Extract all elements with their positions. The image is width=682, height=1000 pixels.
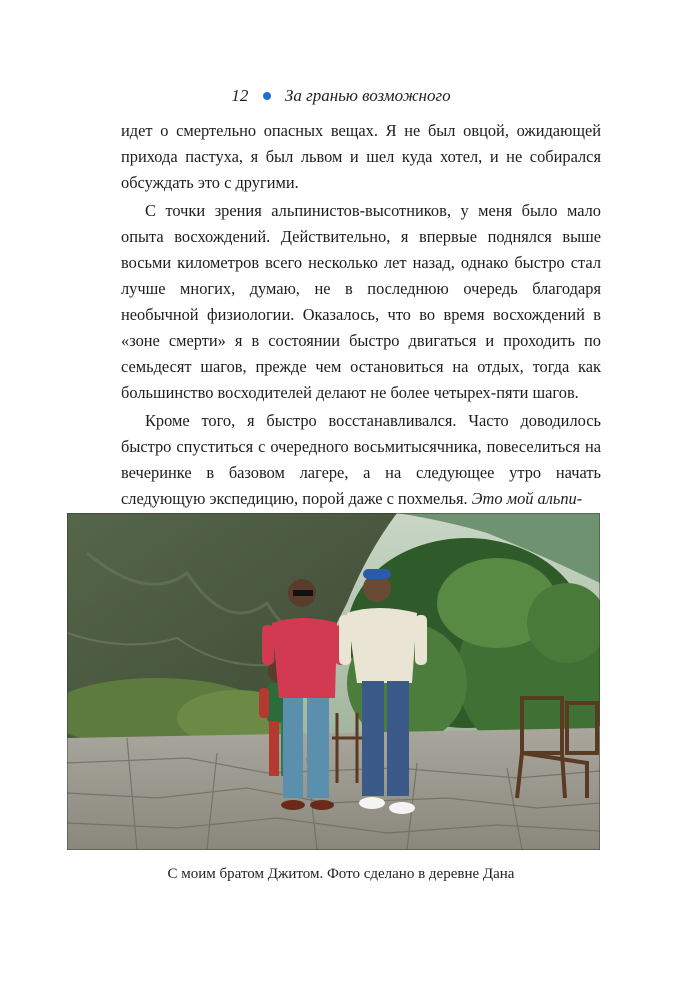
paragraph-2: С точки зрения альпинистов-высотников, у меня было мало опыта восхождений. Действительно, я впервые поднялся выше восьми километров всего несколько лет назад, однако быстро стал лучше многих, думаю, не в последнюю очередь благодаря необычной физиологии. Оказалось, что во время восхождений в «зоне смерти» я в состоянии быстро двигаться и проходить по семьдесят шагов, прежде чем остановиться на отдых, тогда как большинство восходителей делают не более четырех-пяти шагов. — [121, 201, 601, 402]
photo-brothers — [67, 513, 600, 850]
page-number: 12 — [231, 86, 249, 105]
book-title: За гранью возможного — [284, 86, 451, 105]
running-header — [0, 86, 682, 106]
paragraph-3-italic: Это мой альпи- — [471, 489, 583, 508]
paragraph-3 — [121, 408, 601, 512]
bullet-icon — [263, 92, 271, 100]
photo-caption: С моим братом Джитом. Фото сделано в деревне Дана — [167, 866, 515, 882]
body-text — [121, 118, 601, 512]
paragraph-3-text: Кроме того, я быстро восстанавливался. Часто доводилось быстро спуститься с очередного восьмитысячника, повеселиться на вечеринке в базовом лагере, а на следующее утро начать следующую экспедицию, порой даже с похмелья. — [121, 411, 601, 508]
paragraph-1: идет о смертельно опасных вещах. Я не был овцой, ожидающей прихода пастуха, я был львом и шел куда хотел, и не собирался обсуждать это с другими. — [121, 121, 601, 192]
